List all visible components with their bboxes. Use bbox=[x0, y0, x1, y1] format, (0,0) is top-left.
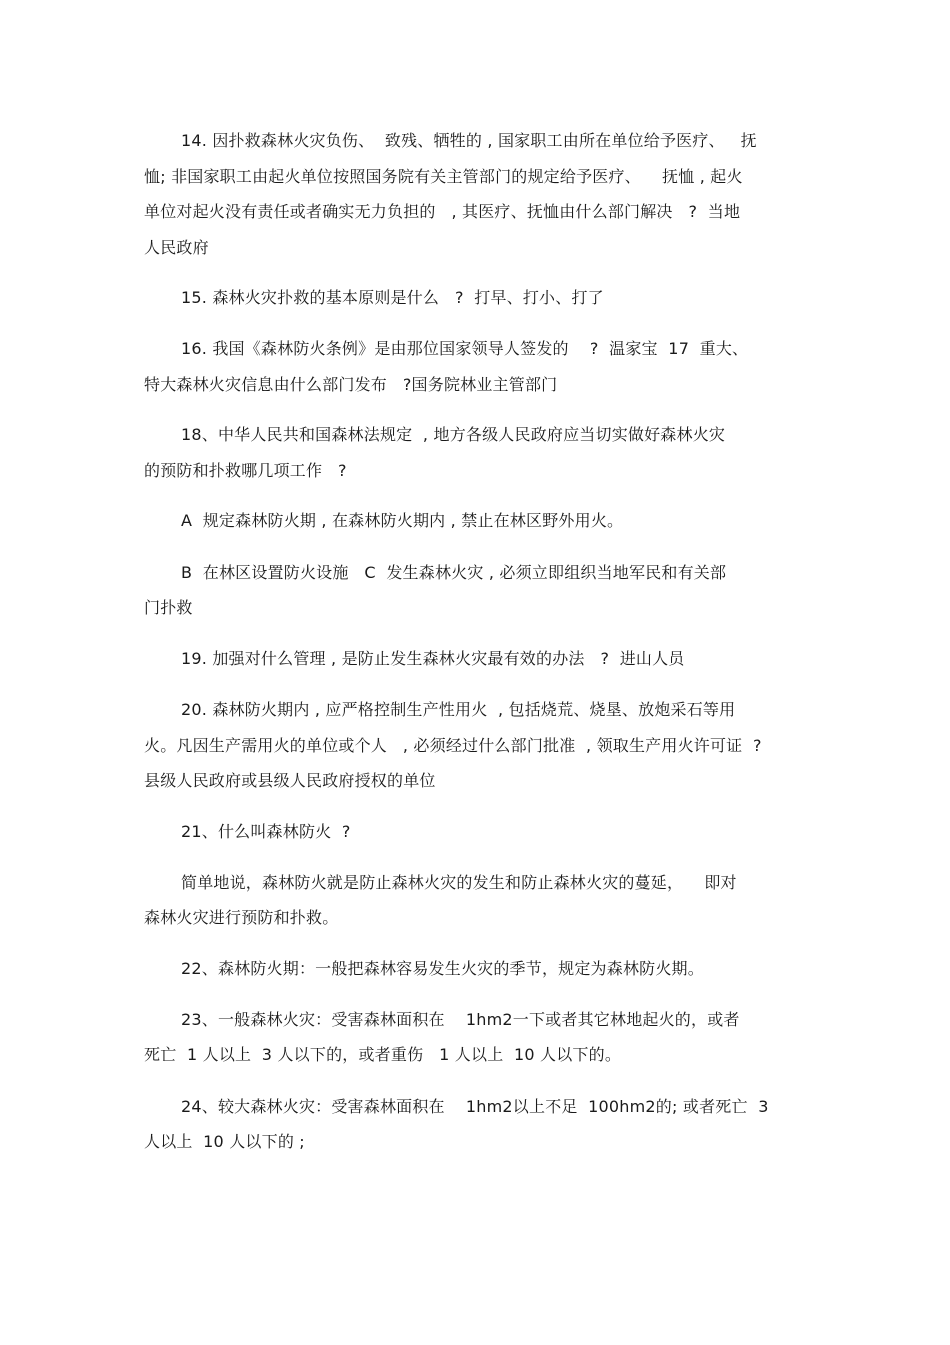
paragraph-15-line-1: 15. 森林火灾扑救的基本原则是什么 ? 打早、打小、打了 bbox=[181, 288, 604, 307]
paragraph-16-line-1: 16. 我国《森林防火条例》是由那位国家领导人签发的 ? 温家宝 17 重大、 bbox=[181, 339, 749, 358]
paragraph-22-line-1: 22、森林防火期：一般把森林容易发生火灾的季节，规定为森林防火期。 bbox=[181, 959, 704, 978]
paragraph-14-line-1: 14. 因扑救森林火灾负伤、 致残、牺牲的 , 国家职工由所在单位给予医疗、 抚 bbox=[181, 131, 757, 150]
paragraph-16-line-2: 特大森林火灾信息由什么部门发布 ?国务院林业主管部门 bbox=[144, 375, 558, 394]
paragraph-14-line-2: 恤; 非国家职工由起火单位按照国务院有关主管部门的规定给予医疗、 抚恤 , 起火 bbox=[144, 167, 743, 186]
paragraph-23-line-2: 死亡 1 人以上 3 人以下的，或者重伤 1 人以上 10 人以下的。 bbox=[144, 1045, 622, 1064]
definition-line-2: 森林火灾进行预防和扑救。 bbox=[144, 908, 339, 927]
paragraph-20-line-3: 县级人民政府或县级人民政府授权的单位 bbox=[144, 771, 436, 790]
option-bc-line-1: B 在林区设置防火设施 C 发生森林火灾 , 必须立即组织当地军民和有关部 bbox=[181, 563, 727, 582]
paragraph-24-line-1: 24、较大森林火灾：受害森林面积在 1hm2以上不足 100hm2的; 或者死亡 3 bbox=[181, 1097, 769, 1116]
paragraph-18-line-1: 18、中华人民共和国森林法规定 , 地方各级人民政府应当切实做好森林火灾 bbox=[181, 425, 726, 444]
definition-line-1: 简单地说，森林防火就是防止森林火灾的发生和防止森林火灾的蔓延， 即对 bbox=[181, 873, 737, 892]
paragraph-14-line-3: 单位对起火没有责任或者确实无力负担的 , 其医疗、抚恤由什么部门解决 ? 当地 bbox=[144, 202, 741, 221]
paragraph-19-line-1: 19. 加强对什么管理 , 是防止发生森林火灾最有效的办法 ? 进山人员 bbox=[181, 649, 685, 668]
option-bc-line-2: 门扑救 bbox=[144, 598, 193, 617]
option-a-line: A 规定森林防火期 , 在森林防火期内 , 禁止在林区野外用火。 bbox=[181, 511, 624, 530]
paragraph-21-line-1: 21、什么叫森林防火 ? bbox=[181, 822, 351, 841]
paragraph-24-line-2: 人以上 10 人以下的 ; bbox=[144, 1132, 305, 1151]
paragraph-20-line-1: 20. 森林防火期内 , 应严格控制生产性用火 , 包括烧荒、烧垦、放炮采石等用 bbox=[181, 700, 736, 719]
paragraph-14-line-4: 人民政府 bbox=[144, 238, 209, 257]
paragraph-18-line-2: 的预防和扑救哪几项工作 ? bbox=[144, 461, 347, 480]
paragraph-23-line-1: 23、一般森林火灾：受害森林面积在 1hm2一下或者其它林地起火的，或者 bbox=[181, 1010, 740, 1029]
paragraph-20-line-2: 火。凡因生产需用火的单位或个人 , 必须经过什么部门批准 , 领取生产用火许可证 ? bbox=[144, 736, 762, 755]
